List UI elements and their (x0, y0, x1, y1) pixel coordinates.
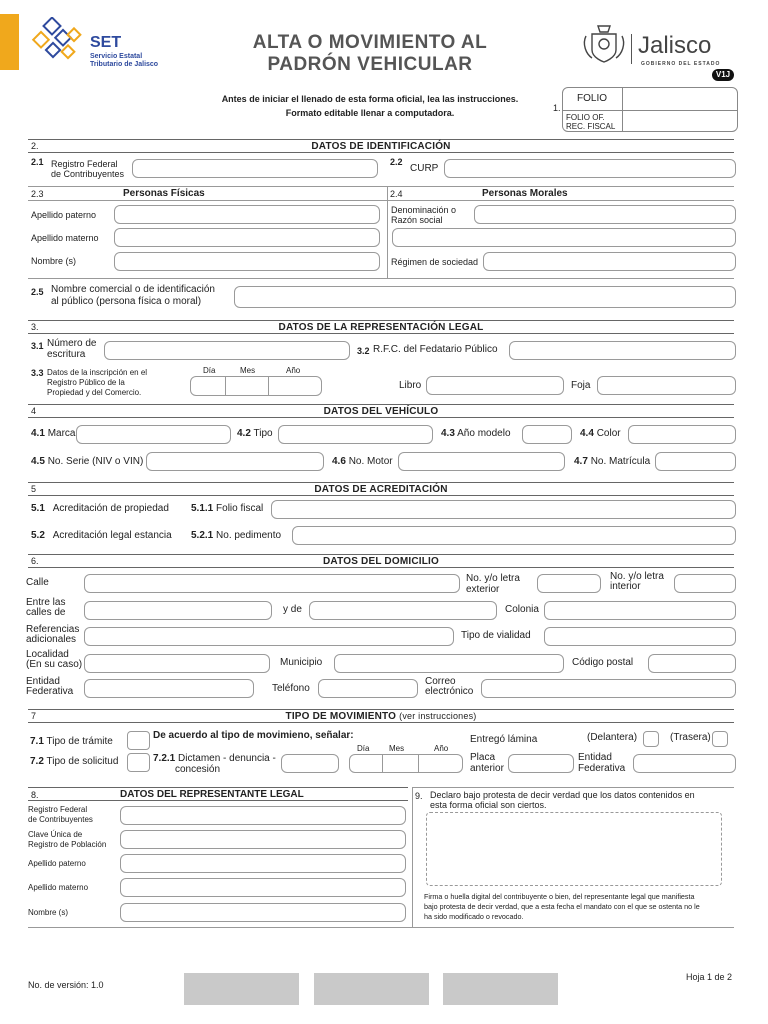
cubes-icon (30, 17, 86, 67)
entidad7-label-line2: Federativa (578, 763, 626, 774)
section-7-title: TIPO DE MOVIMIENTO (ver instrucciones) (285, 711, 477, 722)
regimen-label: Régimen de sociedad (391, 257, 479, 267)
folio-of-label2: REC. FISCAL (566, 122, 616, 131)
field-2-5-number: 2.5 (31, 287, 44, 297)
denominacion-label-line2: Razón social (391, 215, 443, 225)
regimen-input[interactable] (483, 252, 736, 271)
state-crest-icon (580, 20, 628, 68)
nombre-comercial-input[interactable] (234, 286, 736, 308)
section-6-title: DATOS DEL DOMICILIO (322, 556, 440, 567)
footer-button-3[interactable] (443, 973, 558, 1005)
correo-label-line2: electrónico (425, 686, 474, 697)
set-logo (30, 17, 86, 67)
folio-input[interactable] (623, 88, 737, 109)
folio-label: FOLIO (577, 93, 608, 104)
entidad-label-line1: Entidad (26, 676, 60, 687)
form-title-line1: ALTA O MOVIMIENTO AL (252, 32, 488, 53)
section-7-header (28, 709, 734, 723)
field-2-3-number: 2.3 (31, 189, 44, 199)
municipio-input[interactable] (334, 654, 564, 673)
form-title-line2: PADRÓN VEHICULAR (267, 54, 473, 75)
section-3-title: DATOS DE LA REPRESENTACIÓN LEGAL (278, 322, 484, 333)
section-4-title: DATOS DEL VEHÍCULO (323, 406, 439, 417)
solicitud-box[interactable] (127, 753, 150, 772)
section-8-header (28, 787, 408, 801)
org-line2: Tributario de Jalisco (90, 61, 159, 68)
inscripcion-label-line3: Propiedad y del Comercio. (47, 388, 142, 397)
page-number: Hoja 1 de 2 (686, 972, 733, 982)
marca-input[interactable] (76, 425, 231, 444)
acred-est-label: 5.2 Acreditación legal estancia (31, 530, 172, 541)
serie-label: 4.5 No. Serie (NIV o VIN) (31, 456, 144, 467)
section-6-header (28, 554, 734, 568)
rfc-label-line1: Registro Federal (51, 159, 118, 169)
escritura-label-line1: Número de (47, 338, 97, 349)
ap-mat-input[interactable] (114, 228, 380, 247)
intro-text (200, 92, 540, 120)
localidad-input[interactable] (84, 654, 270, 673)
calle-input[interactable] (84, 574, 460, 593)
section-6-number: 6. (31, 556, 39, 566)
no-int-input[interactable] (674, 574, 736, 593)
color-input[interactable] (628, 425, 736, 444)
referencias-input[interactable] (84, 627, 454, 646)
rfc-fedatario-input[interactable] (509, 341, 736, 360)
solicitud-label: 7.2 Tipo de solicitud (30, 756, 119, 767)
no-ext-input[interactable] (537, 574, 601, 593)
curp-input[interactable] (444, 159, 736, 178)
rfc-fedatario-label: R.F.C. del Fedatario Público (373, 344, 498, 355)
localidad-label-line1: Localidad (26, 649, 69, 660)
nombre-comercial-label-line2: al público (persona física o moral) (51, 296, 202, 307)
rule-2-3b (28, 200, 734, 201)
firma-note-line2: bajo protesta de decir verdad, que a esta fecha el mandato con el que se ostenta no le (424, 902, 700, 911)
ap-pat-input[interactable] (114, 205, 380, 224)
mes-label-3: Mes (240, 366, 256, 375)
signature-area[interactable] (426, 812, 722, 886)
serie-input[interactable] (146, 452, 324, 471)
ap-mat-label: Apellido materno (31, 233, 99, 243)
dia-label-3: Día (203, 366, 216, 375)
field-3-2-number: 3.2 (357, 346, 370, 356)
rep-curp-input[interactable] (120, 830, 406, 849)
section-2-title: DATOS DE IDENTIFICACIÓN (311, 141, 451, 152)
section-4-header (28, 404, 734, 418)
telefono-input[interactable] (318, 679, 418, 698)
field-2-2-number: 2.2 (390, 157, 403, 167)
denominacion-label-line1: Denominación o (391, 205, 457, 215)
rep-rfc-label-line2: de Contribuyentes (28, 815, 93, 824)
state-name: Jalisco (638, 32, 712, 59)
firma-note-line3: ha sido modificado o revocado. (424, 912, 524, 921)
tipo-input[interactable] (278, 425, 433, 444)
foja-label: Foja (571, 380, 591, 391)
no-int-label-line1: No. y/o letra (610, 571, 664, 582)
field-3-1-number: 3.1 (31, 341, 44, 351)
section-2-number: 2. (31, 141, 39, 151)
field-2-4-number: 2.4 (390, 189, 403, 199)
footer-button-1[interactable] (184, 973, 299, 1005)
fecha7-divider-1 (382, 755, 383, 772)
fecha7-divider-2 (418, 755, 419, 772)
lamina-label: Entregó lámina (470, 734, 538, 745)
denominacion-input[interactable] (474, 205, 736, 224)
rep-ap-pat-input[interactable] (120, 854, 406, 873)
rep-nombre-label: Nombre (s) (28, 908, 69, 917)
matricula-label: 4.7 No. Matrícula (574, 456, 651, 467)
trasera-label: (Trasera) (670, 732, 711, 743)
section-3-header (28, 320, 734, 334)
cp-input[interactable] (648, 654, 736, 673)
rule-2-3 (28, 186, 734, 187)
no-int-label-line2: interior (610, 581, 641, 592)
entre-calle-input[interactable] (84, 601, 272, 620)
entidad7-label-line1: Entidad (578, 752, 612, 763)
state-sub: GOBIERNO DEL ESTADO (641, 61, 721, 67)
fecha-dictamen-input[interactable] (349, 754, 463, 773)
placa-label-line2: anterior (470, 763, 504, 774)
folio-fiscal-label: 5.1.1 Folio fiscal (191, 503, 264, 514)
folio-of-label1: FOLIO OF. (566, 113, 605, 122)
rep-rfc-label-line1: Registro Federal (28, 805, 88, 814)
modelo-label: 4.3 Año modelo (441, 428, 511, 439)
dictamen-label-line2: concesión (175, 764, 221, 775)
placa-input[interactable] (508, 754, 574, 773)
section-5-number: 5 (31, 484, 37, 494)
escritura-input[interactable] (104, 341, 350, 360)
field-2-1-number: 2.1 (31, 157, 44, 167)
section-7-number: 7 (31, 711, 37, 721)
calle-label: Calle (26, 577, 49, 588)
fecha-inscripcion-input[interactable] (190, 376, 322, 396)
rep-ap-pat-label: Apellido paterno (28, 859, 86, 868)
entre-label-line2: calles de (26, 607, 66, 618)
y-calle-input[interactable] (309, 601, 497, 620)
dictamen-label-line1: 7.2.1 Dictamen - denuncia - (153, 753, 276, 764)
intro-line2: Formato editable llenar a computadora. (285, 108, 455, 118)
tramite-box[interactable] (127, 731, 150, 750)
rfc-input[interactable] (132, 159, 378, 178)
referencias-label-line1: Referencias (26, 624, 80, 635)
rep-nombre-input[interactable] (120, 903, 406, 922)
anio-label-7: Año (434, 744, 449, 753)
folio-num: 1. (553, 103, 561, 113)
motor-label: 4.6 No. Motor (332, 456, 393, 467)
section-8-number: 8. (31, 790, 39, 800)
nombre-comercial-label-line1: Nombre comercial o de identificación (51, 284, 215, 295)
colonia-input[interactable] (544, 601, 736, 620)
delantera-label: (Delantera) (587, 732, 638, 743)
accent-bar (0, 14, 19, 70)
mes-label-7: Mes (389, 744, 405, 753)
section-8-title: DATOS DEL REPRESENTANTE LEGAL (120, 789, 304, 800)
section-5-title: DATOS DE ACREDITACIÓN (314, 484, 448, 495)
trasera-checkbox[interactable] (712, 731, 728, 747)
form-title (210, 32, 530, 76)
org-line1: Servicio Estatal (90, 53, 143, 60)
libro-label: Libro (399, 380, 422, 391)
marca-label: 4.1 Marca (31, 428, 76, 439)
dictamen-input[interactable] (281, 754, 339, 773)
acred-prop-label: 5.1 Acreditación de propiedad (31, 503, 169, 514)
acuerdo-label: De acuerdo al tipo de movimieno, señalar: (153, 730, 354, 741)
libro-input[interactable] (426, 376, 564, 395)
rep-ap-mat-input[interactable] (120, 878, 406, 897)
rep-rfc-input[interactable] (120, 806, 406, 825)
section-4-number: 4 (31, 406, 37, 416)
correo-input[interactable] (481, 679, 736, 698)
section-2-header (28, 139, 734, 153)
telefono-label: Teléfono (272, 683, 310, 694)
folio-fiscal-input[interactable] (271, 500, 736, 519)
fecha-divider-1 (225, 377, 226, 395)
inscripcion-label-line1: Datos de la inscripción en el (47, 368, 148, 377)
anio-label-3: Año (286, 366, 301, 375)
folio-of-input[interactable] (623, 111, 737, 131)
placa-label-line1: Placa (470, 752, 496, 763)
denominacion-input-2[interactable] (392, 228, 736, 247)
no-ext-label-line2: exterior (466, 584, 500, 595)
section-3-number: 3. (31, 322, 39, 332)
declaracion-line2: esta forma oficial son ciertos. (430, 800, 547, 810)
fecha-divider-2 (268, 377, 269, 395)
rfc-label-line2: de Contribuyentes (51, 169, 125, 179)
correo-label-line1: Correo (425, 676, 456, 687)
entidad-label-line2: Federativa (26, 686, 74, 697)
municipio-label: Municipio (280, 657, 323, 668)
header-divider (631, 34, 632, 64)
nombre-input[interactable] (114, 252, 380, 271)
matricula-input[interactable] (655, 452, 736, 471)
personas-morales-title: Personas Morales (482, 188, 568, 199)
org-short: SET (90, 34, 122, 51)
inscripcion-label-line2: Registro Público de la (47, 378, 125, 387)
col-divider-8-9 (412, 787, 413, 927)
no-ext-label-line1: No. y/o letra (466, 573, 520, 584)
section-5-header (28, 482, 734, 496)
rule-9-top (412, 787, 734, 788)
form-code-badge: V1J (712, 69, 734, 81)
color-label: 4.4 Color (580, 428, 621, 439)
pedimento-input[interactable] (292, 526, 736, 545)
rule-2-5 (28, 278, 734, 279)
personas-fisicas-title: Personas Físicas (123, 188, 205, 199)
cp-label: Código postal (572, 657, 634, 668)
section-9-number: 9. (415, 791, 423, 801)
rep-curp-label-line2: Registro de Población (28, 840, 107, 849)
motor-input[interactable] (398, 452, 565, 471)
declaracion-line1: Declaro bajo protesta de decir verdad que los datos contenidos en (430, 790, 695, 800)
firma-note-line1: Firma o huella digital del contribuyente o bien, del representante legal que manifiesta (424, 892, 695, 901)
referencias-label-line2: adicionales (26, 634, 77, 645)
field-3-3-number: 3.3 (31, 368, 44, 378)
footer-button-2[interactable] (314, 973, 429, 1005)
entre-label-line1: Entre las (26, 597, 66, 608)
rep-curp-label-line1: Clave Única de (28, 830, 83, 839)
dia-label-7: Día (357, 744, 370, 753)
yde-label: y de (283, 604, 302, 615)
tramite-label: 7.1 Tipo de trámite (30, 736, 113, 747)
version-text: No. de versión: 1.0 (28, 980, 104, 990)
ap-pat-label: Apellido paterno (31, 210, 97, 220)
nombre-label: Nombre (s) (31, 256, 77, 266)
delantera-checkbox[interactable] (643, 731, 659, 747)
curp-label: CURP (410, 163, 439, 174)
pedimento-label: 5.2.1 No. pedimento (191, 530, 282, 541)
rule-bottom (28, 927, 734, 928)
tipo-label: 4.2 Tipo (237, 428, 273, 439)
vialidad-input[interactable] (544, 627, 736, 646)
localidad-label-line2: (En su caso) (26, 659, 83, 670)
entidad7-input[interactable] (633, 754, 736, 773)
intro-line1: Antes de iniciar el llenado de esta forma oficial, lea las instrucciones. (221, 94, 519, 104)
escritura-label-line2: escritura (47, 349, 86, 360)
colonia-label: Colonia (505, 604, 539, 615)
vialidad-label: Tipo de vialidad (461, 630, 531, 641)
rep-ap-mat-label: Apellido materno (28, 883, 89, 892)
col-divider-2 (387, 186, 388, 278)
modelo-input[interactable] (522, 425, 572, 444)
foja-input[interactable] (597, 376, 736, 395)
entidad-input[interactable] (84, 679, 254, 698)
